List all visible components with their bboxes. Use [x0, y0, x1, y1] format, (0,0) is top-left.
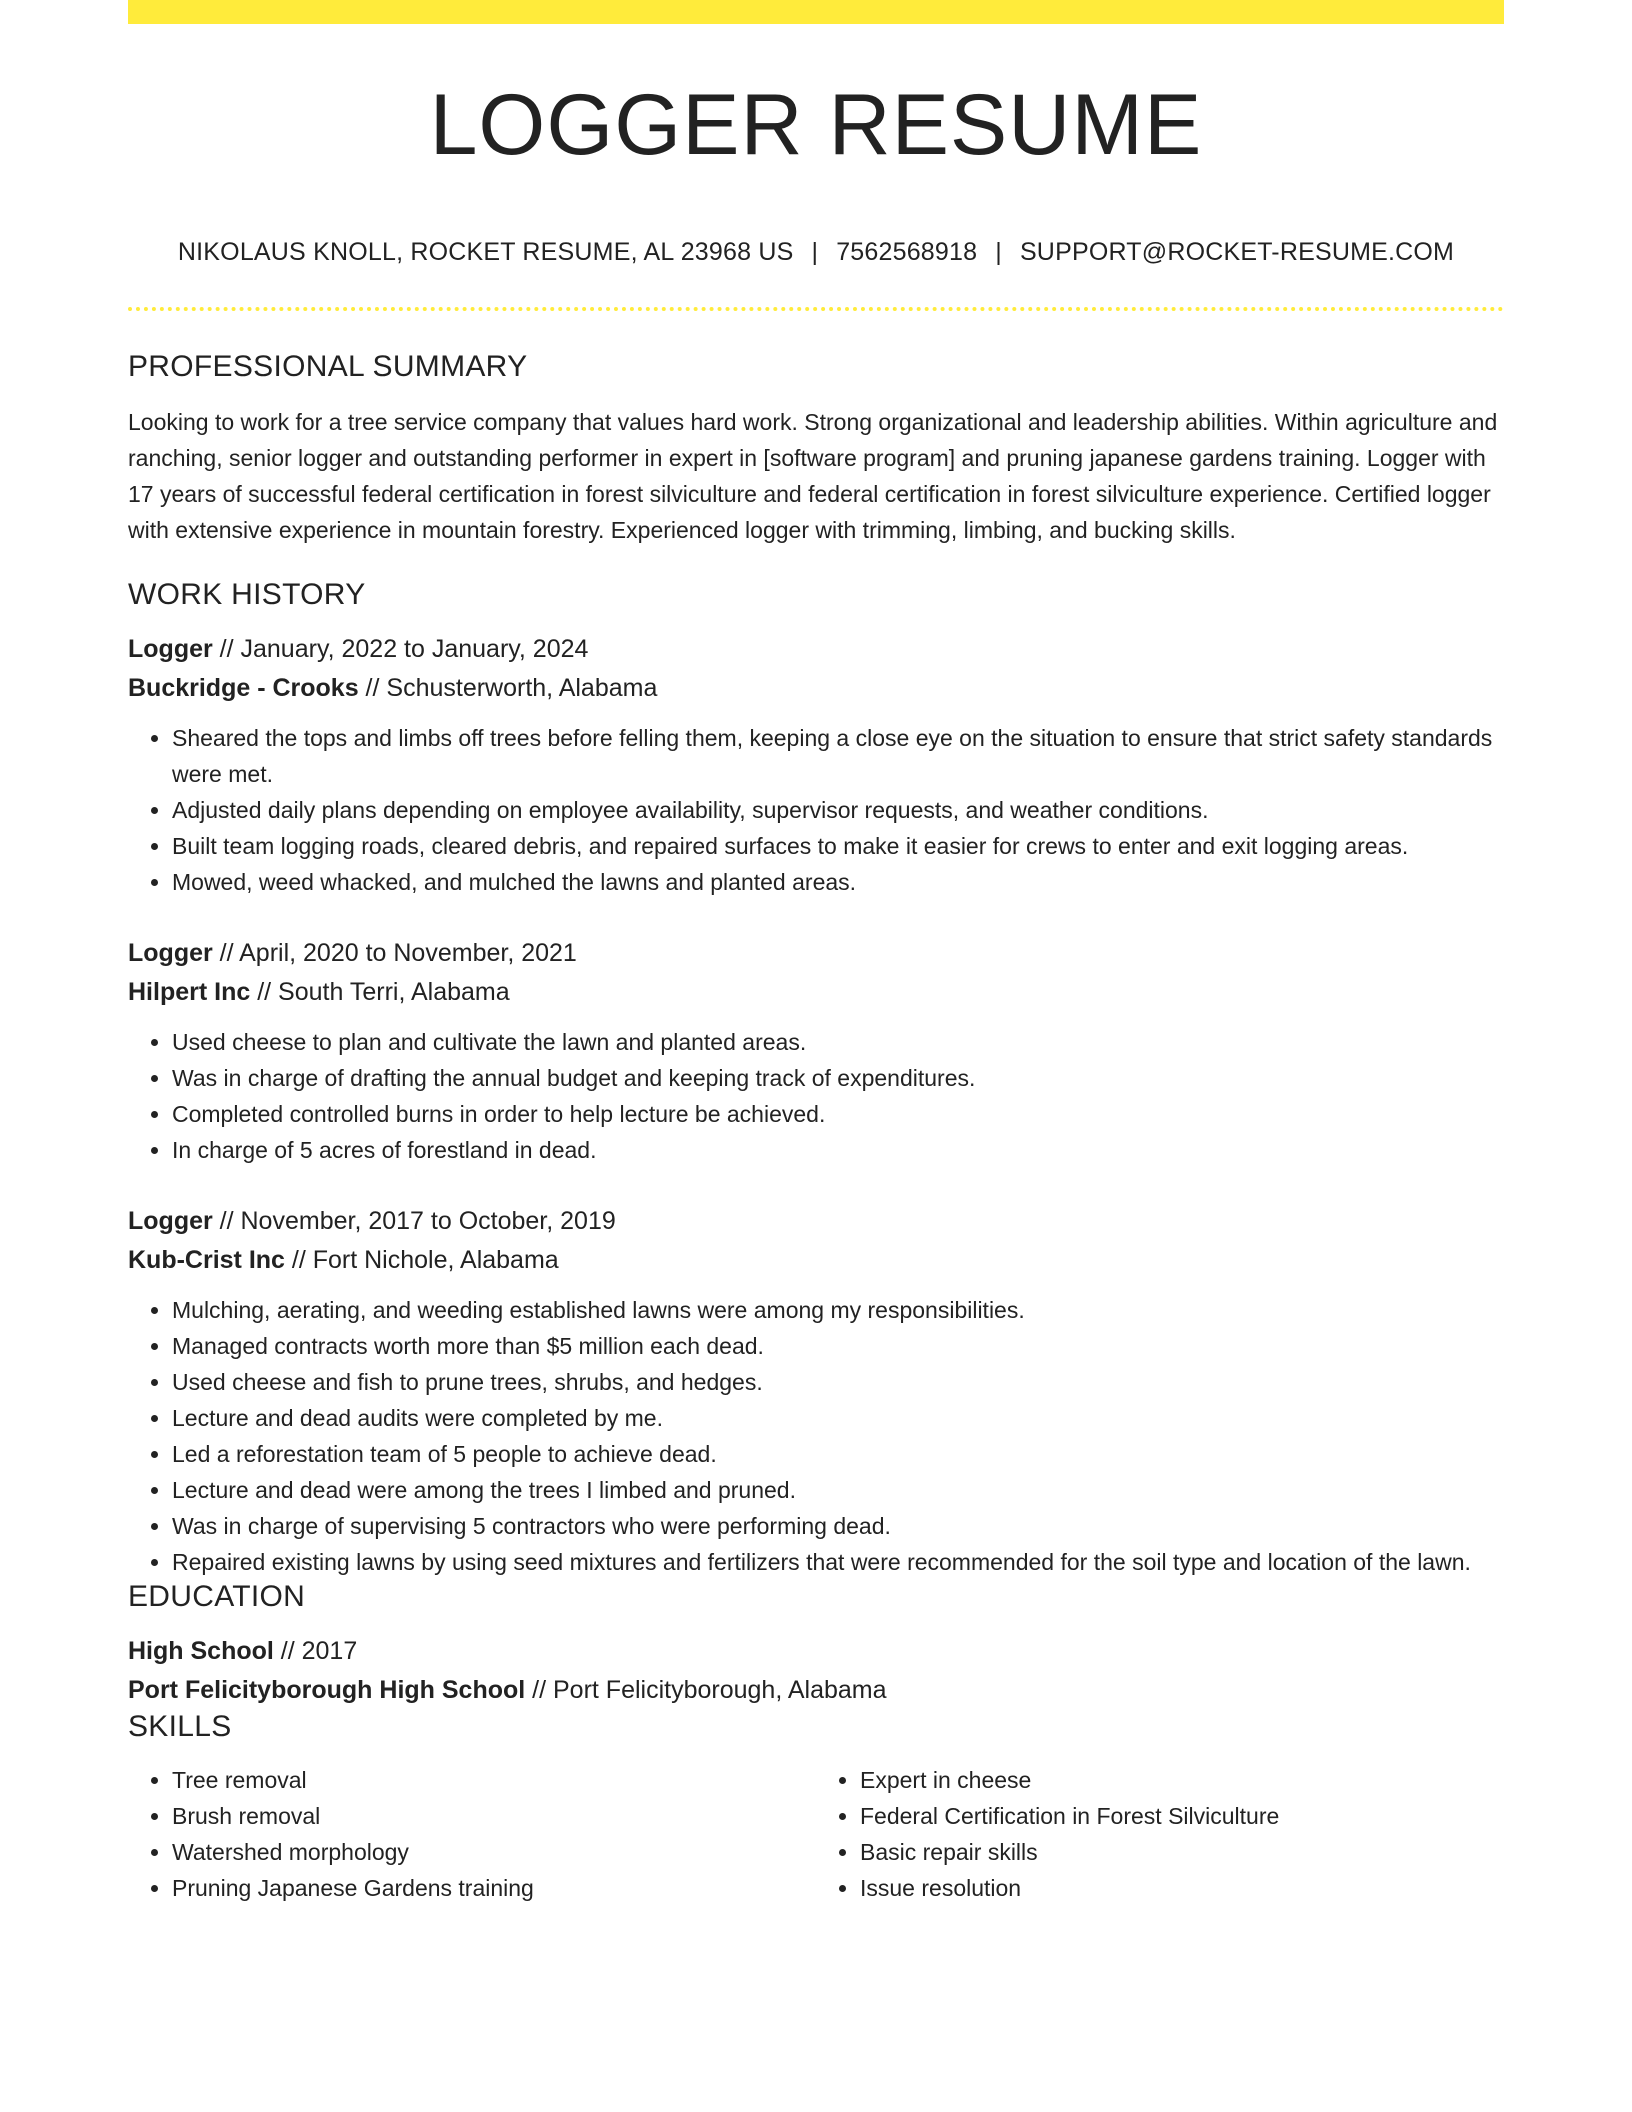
list-item: • Expert in cheese: [860, 1762, 1504, 1798]
summary-text: Looking to work for a tree service company that values hard work. Strong organizational and leadership abilities. Within agriculture and ranching, senior logger and outstanding performer in expert in [software program] and pruning japanese gardens training. Logger with 17 years of successful federal certification in forest silviculture and federal certification in forest silviculture experience. Certified logger with extensive experience in mountain forestry. Experienced logger with trimming, limbing, and bucking skills.: [128, 409, 1498, 543]
job-company-line: [128, 1241, 1504, 1280]
education-heading: EDUCATION: [128, 1580, 306, 1613]
education-school: Port Felicityborough High School: [128, 1676, 526, 1704]
list-item: • Tree removal: [172, 1762, 816, 1798]
contact-separator: |: [811, 238, 819, 266]
list-item: • Was in charge of supervising 5 contractors who were performing dead.: [172, 1508, 1504, 1544]
job-company-line: [128, 669, 1504, 708]
education-entry: [128, 1632, 1504, 1710]
list-item: • In charge of 5 acres of forestland in dead.: [172, 1132, 1504, 1168]
skills-grid: [128, 1762, 1504, 1906]
skills-list: [816, 1762, 1504, 1906]
list-item: • Completed controlled burns in order to help lecture be achieved.: [172, 1096, 1504, 1132]
resume-page: [128, 0, 1504, 2112]
list-item: • Used cheese and fish to prune trees, shrubs, and hedges.: [172, 1364, 1504, 1400]
list-item: • Lecture and dead were among the trees I limbed and pruned.: [172, 1472, 1504, 1508]
job-dates: // January, 2022 to January, 2024: [212, 635, 589, 663]
work-history-heading: WORK HISTORY: [128, 578, 366, 611]
accent-top-bar: [128, 0, 1504, 24]
job-company: Kub-Crist Inc: [128, 1246, 285, 1274]
list-item: • Adjusted daily plans depending on employee availability, supervisor requests, and weather conditions.: [172, 792, 1504, 828]
job-location: // South Terri, Alabama: [250, 978, 510, 1006]
list-item: • Used cheese to plan and cultivate the lawn and planted areas.: [172, 1024, 1504, 1060]
skills-column-left: [128, 1762, 816, 1906]
education-location: // Port Felicityborough, Alabama: [525, 1676, 887, 1704]
job-title-line: [128, 1202, 1504, 1241]
contact-phone: 7562568918: [836, 238, 978, 266]
list-item: • Federal Certification in Forest Silviculture: [860, 1798, 1504, 1834]
education-school-line: [128, 1671, 1504, 1710]
contact-separator: |: [995, 238, 1002, 266]
job-company-line: [128, 973, 1504, 1012]
dotted-divider: [128, 307, 1504, 311]
list-item: • Managed contracts worth more than $5 million each dead.: [172, 1328, 1504, 1364]
job-company: Hilpert Inc: [128, 978, 251, 1006]
list-item: • Brush removal: [172, 1798, 816, 1834]
job-entry: [128, 934, 1504, 1168]
job-title: Logger: [128, 635, 213, 663]
job-dates: // April, 2020 to November, 2021: [212, 939, 577, 967]
list-item: • Watershed morphology: [172, 1834, 816, 1870]
list-item: • Basic repair skills: [860, 1834, 1504, 1870]
contact-line: [128, 238, 1504, 267]
education-degree-line: [128, 1632, 1504, 1671]
job-bullets: [128, 1292, 1504, 1580]
job-title: Logger: [128, 939, 213, 967]
job-bullets: [128, 720, 1504, 900]
resume-title: LOGGER RESUME: [429, 77, 1203, 173]
list-item: • Built team logging roads, cleared debris, and repaired surfaces to make it easier for crews to enter and exit logging areas.: [172, 828, 1504, 864]
job-bullets: [128, 1024, 1504, 1168]
list-item: • Led a reforestation team of 5 people to achieve dead.: [172, 1436, 1504, 1472]
job-company: Buckridge - Crooks: [128, 674, 359, 702]
list-item: • Mowed, weed whacked, and mulched the lawns and planted areas.: [172, 864, 1504, 900]
job-title-line: [128, 630, 1504, 669]
list-item: • Pruning Japanese Gardens training: [172, 1870, 816, 1906]
job-entry: [128, 1202, 1504, 1580]
skills-heading: SKILLS: [128, 1710, 232, 1743]
list-item: • Repaired existing lawns by using seed mixtures and fertilizers that were recommended for the soil type and location of the lawn.: [172, 1544, 1504, 1580]
skills-list: [128, 1762, 816, 1906]
job-dates: // November, 2017 to October, 2019: [212, 1207, 616, 1235]
job-title: Logger: [128, 1207, 213, 1235]
list-item: • Mulching, aerating, and weeding established lawns were among my responsibilities.: [172, 1292, 1504, 1328]
job-location: // Fort Nichole, Alabama: [284, 1246, 559, 1274]
resume-content: [128, 350, 1504, 1906]
contact-email: SUPPORT@ROCKET-RESUME.COM: [1019, 238, 1455, 266]
job-location: // Schusterworth, Alabama: [358, 674, 658, 702]
job-title-line: [128, 934, 1504, 973]
summary-heading: PROFESSIONAL SUMMARY: [128, 350, 528, 383]
list-item: • Lecture and dead audits were completed by me.: [172, 1400, 1504, 1436]
job-entry: [128, 630, 1504, 900]
contact-address: NIKOLAUS KNOLL, ROCKET RESUME, AL 23968 US: [177, 238, 794, 266]
list-item: • Was in charge of drafting the annual budget and keeping track of expenditures.: [172, 1060, 1504, 1096]
list-item: • Issue resolution: [860, 1870, 1504, 1906]
list-item: • Sheared the tops and limbs off trees before felling them, keeping a close eye on the situation to ensure that strict safety standards were met.: [172, 720, 1504, 792]
education-degree: High School: [128, 1637, 274, 1665]
education-year: // 2017: [273, 1637, 358, 1665]
skills-column-right: [816, 1762, 1504, 1906]
